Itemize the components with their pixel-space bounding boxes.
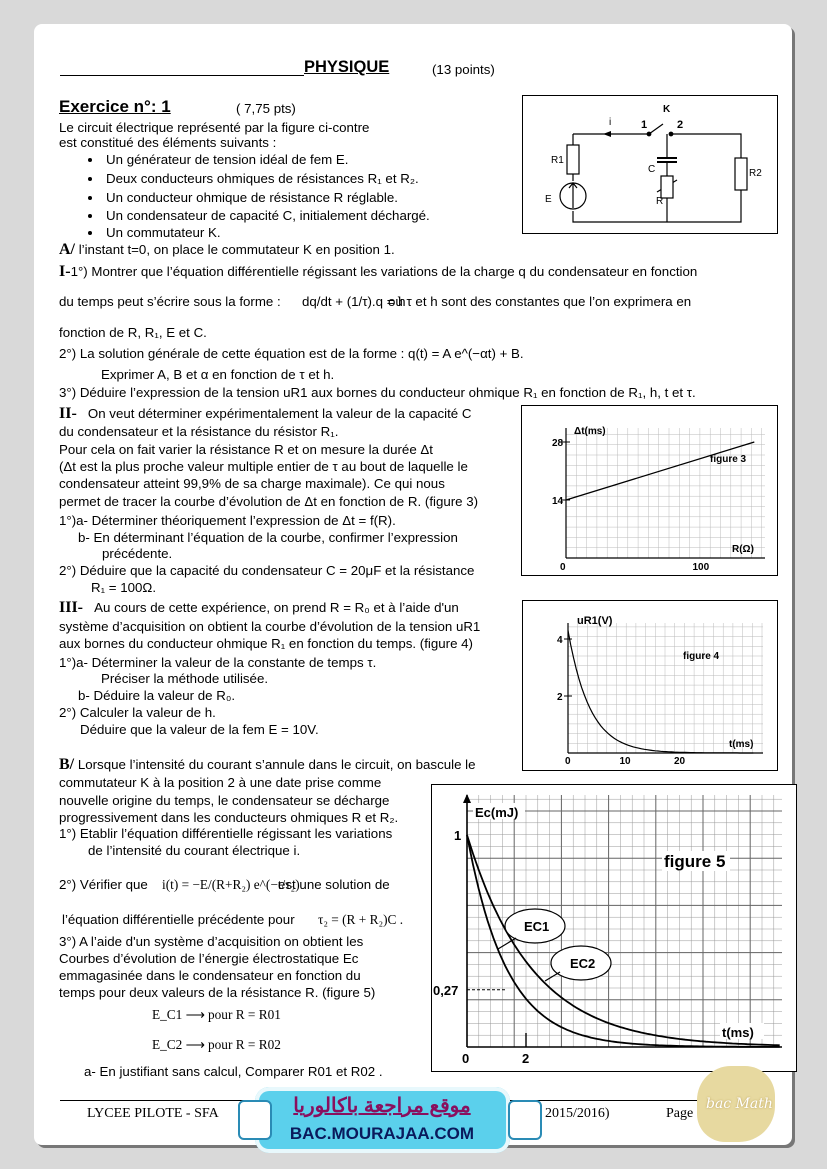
circuit-figure <box>522 95 778 234</box>
question-text: Déduire que la valeur de la fem E = 10V. <box>80 722 319 737</box>
question-text: b- Déduire la valeur de R₀. <box>78 688 236 703</box>
exercise-points: ( 7,75 pts) <box>236 101 296 116</box>
x-axis-label: t(ms) <box>722 1025 754 1040</box>
x-axis-label: R(Ω) <box>732 544 754 555</box>
exercise-title: Exercice n°: 1 <box>59 97 171 116</box>
question-text: Pour cela on fait varier la résistance R et on mesure la durée Δt <box>59 442 433 457</box>
position-1-label: 1 <box>641 119 648 131</box>
data-curve <box>568 631 753 754</box>
question-text: système d’acquisition on obtient la courbe d’évolution de la tension uR1 <box>59 619 481 634</box>
tick-label: 0,27 <box>433 982 459 998</box>
x-axis-label: t(ms) <box>729 739 754 750</box>
tick-label: 28 <box>552 438 564 449</box>
differential-equation: dq/dt + (1/τ).q = h <box>302 294 406 309</box>
bullet-icon <box>88 158 92 162</box>
question-text: où τ et h sont des constantes que l’on exprimera en <box>388 294 692 309</box>
generator-label: E <box>545 194 552 205</box>
figure-4-chart <box>523 601 777 770</box>
question-text: 1°) Etablir l’équation différentielle régissant les variations <box>59 826 393 841</box>
question-text: l’équation différentielle précédente pour <box>62 912 295 927</box>
question-text: progressivement dans les conducteurs ohmiques R et R₂. <box>59 810 399 825</box>
question-text: 2°) Déduire que la capacité du condensateur C = 20μF et la résistance <box>59 563 475 578</box>
switch-label: K <box>663 104 671 115</box>
question-ba: a- En justifiant sans calcul, Comparer R01 et R02 . <box>84 1064 383 1079</box>
figure-4 <box>522 600 778 771</box>
section-title: PHYSIQUE <box>304 58 390 76</box>
figure-title: figure 5 <box>664 852 726 871</box>
badge-logo-icon <box>508 1100 542 1140</box>
question-text: Préciser la méthode utilisée. <box>101 671 269 686</box>
tick-label: 14 <box>552 496 564 507</box>
figure-5-chart <box>432 785 796 1071</box>
question-text: 2°) Calculer la valeur de h. <box>59 705 216 720</box>
intro-line: Le circuit électrique représenté par la figure ci-contre <box>59 120 370 135</box>
part-b: B/ Lorsque l’intensité du courant s’annule dans le circuit, on bascule le <box>59 756 476 773</box>
badge-site-link[interactable]: BAC.MOURAJAA.COM <box>289 1124 475 1143</box>
question-text: 1°)a- Déterminer théoriquement l’expression de Δt = f(R). <box>59 513 396 528</box>
list-item: Un générateur de tension idéal de fem E. <box>106 152 349 167</box>
badge-logo-icon <box>238 1100 272 1140</box>
header-rule <box>60 75 304 76</box>
tick-label: 2 <box>522 1051 530 1066</box>
tick-label: 2 <box>557 692 563 703</box>
tick-label: 1 <box>454 828 462 843</box>
r1-label: R1 <box>551 155 564 166</box>
question-text: b- En déterminant l’équation de la courbe, confirmer l’expression <box>78 530 458 545</box>
figure-title: figure 3 <box>710 454 747 465</box>
question-text: commutateur K à la position 2 à une date prise comme <box>59 775 382 790</box>
question-text: temps pour deux valeurs de la résistance R. (figure 5) <box>59 985 376 1000</box>
figure-5 <box>431 784 797 1072</box>
part-a: A/ l’instant t=0, on place le commutateur K en position 1. <box>59 241 395 258</box>
question-text: fonction de R, R₁, E et C. <box>59 325 207 340</box>
series-label-ec2: EC2 <box>570 956 596 971</box>
current-label: i <box>609 117 612 128</box>
tick-label: 20 <box>674 756 686 767</box>
bacmath-logo-text: bac Math <box>706 1096 773 1112</box>
question-b2: 2°) Vérifier que <box>59 877 148 892</box>
section-points: (13 points) <box>432 62 495 77</box>
mapping-ec2: E_C2 ⟶ pour R = R02 <box>152 1037 281 1052</box>
tick-label: 0 <box>565 756 571 767</box>
bullet-icon <box>88 214 92 218</box>
question-i1: I-1°) Montrer que l’équation différentielle régissant les variations de la charge q du condensateur en fonction <box>59 263 698 280</box>
question-i2: 2°) La solution générale de cette équation est de la forme : q(t) = A e^(−αt) + B. <box>59 346 524 361</box>
y-axis-label: Ec(mJ) <box>475 805 519 820</box>
mapping-ec1: E_C1 ⟶ pour R = R01 <box>152 1007 281 1022</box>
list-item: Deux conducteurs ohmiques de résistances R₁ et R₂. <box>106 171 419 186</box>
y-axis-label: Δt(ms) <box>574 426 606 437</box>
question-text: Courbes d’évolution de l’énergie électrostatique Ec <box>59 951 359 966</box>
question-text: R₁ = 100Ω. <box>91 580 157 595</box>
question-text: Exprimer A, B et α en fonction de τ et h. <box>101 367 335 382</box>
badge-arabic-text[interactable]: موقع مراجعة باكالوريا <box>293 1095 471 1117</box>
figure-3-chart <box>522 406 777 575</box>
y-axis-label: uR1(V) <box>577 615 613 627</box>
series-label-ec1: EC1 <box>524 919 550 934</box>
r2-label: R2 <box>749 168 762 179</box>
figure-title: figure 4 <box>683 651 720 662</box>
question-text: emmagasinée dans le condensateur en fonction du <box>59 968 361 983</box>
footer-school: LYCEE PILOTE - SFA <box>87 1106 219 1121</box>
tick-label: 4 <box>557 635 563 646</box>
question-text: du condensateur et la résistance du résistor R₁. <box>59 424 339 439</box>
question-iii: III- Au cours de cette expérience, on prend R = R₀ et à l’aide d'un <box>59 599 459 616</box>
tau2-expression: τ₂ = (R + R₂)C . <box>318 912 404 927</box>
capacitor-label: C <box>648 164 656 175</box>
question-text: précédente. <box>102 546 173 561</box>
question-text: de l’intensité du courant électrique i. <box>88 843 301 858</box>
tick-label: 0 <box>462 1051 470 1066</box>
variable-r-label: R <box>656 196 664 207</box>
tick-label: 100 <box>692 562 710 573</box>
question-text: du temps peut s’écrire sous la forme : <box>59 294 281 309</box>
tick-label: 10 <box>619 756 631 767</box>
question-text: 1°)a- Déterminer la valeur de la constante de temps τ. <box>59 655 377 670</box>
question-ii: II- On veut déterminer expérimentalement la valeur de la capacité C <box>59 405 472 422</box>
list-item: Un condensateur de capacité C, initialement déchargé. <box>106 208 430 223</box>
question-b3: 3°) A l’aide d'un système d’acquisition on obtient les <box>59 934 364 949</box>
current-equation: i(t) = −E/(R+R₂) e^(−t/τ₂) <box>162 877 300 892</box>
question-text: permet de tracer la courbe d’évolution de Δt en fonction de R. (figure 3) <box>59 494 479 509</box>
position-2-label: 2 <box>677 119 684 131</box>
circuit-diagram <box>523 96 777 233</box>
question-i3: 3°) Déduire l’expression de la tension uR1 aux bornes du conducteur ohmique R₁ en fonction de R₁, h, t et τ. <box>59 385 696 400</box>
bullet-icon <box>88 196 92 200</box>
footer-page: Page <box>666 1106 694 1121</box>
footer-year: 2015/2016) <box>545 1106 610 1121</box>
list-item: Un commutateur K. <box>106 225 221 240</box>
bullet-icon <box>88 231 92 235</box>
list-item: Un conducteur ohmique de résistance R réglable. <box>106 190 398 205</box>
intro-line: est constitué des éléments suivants : <box>59 135 277 150</box>
question-text: (Δt est la plus proche valeur multiple entier de τ au bout de laquelle le <box>59 459 468 474</box>
question-text: nouvelle origine du temps, le condensateur se décharge <box>59 793 390 808</box>
data-line <box>566 442 754 500</box>
question-text: aux bornes du conducteur ohmique R₁ en fonction du temps. (figure 4) <box>59 636 473 651</box>
tick-label: 0 <box>560 562 566 573</box>
question-text: condensateur atteint 99,9% de sa charge maximale). Ce qui nous <box>59 476 445 491</box>
question-text: est une solution de <box>278 877 390 892</box>
figure-3 <box>521 405 778 576</box>
bullet-icon <box>88 177 92 181</box>
